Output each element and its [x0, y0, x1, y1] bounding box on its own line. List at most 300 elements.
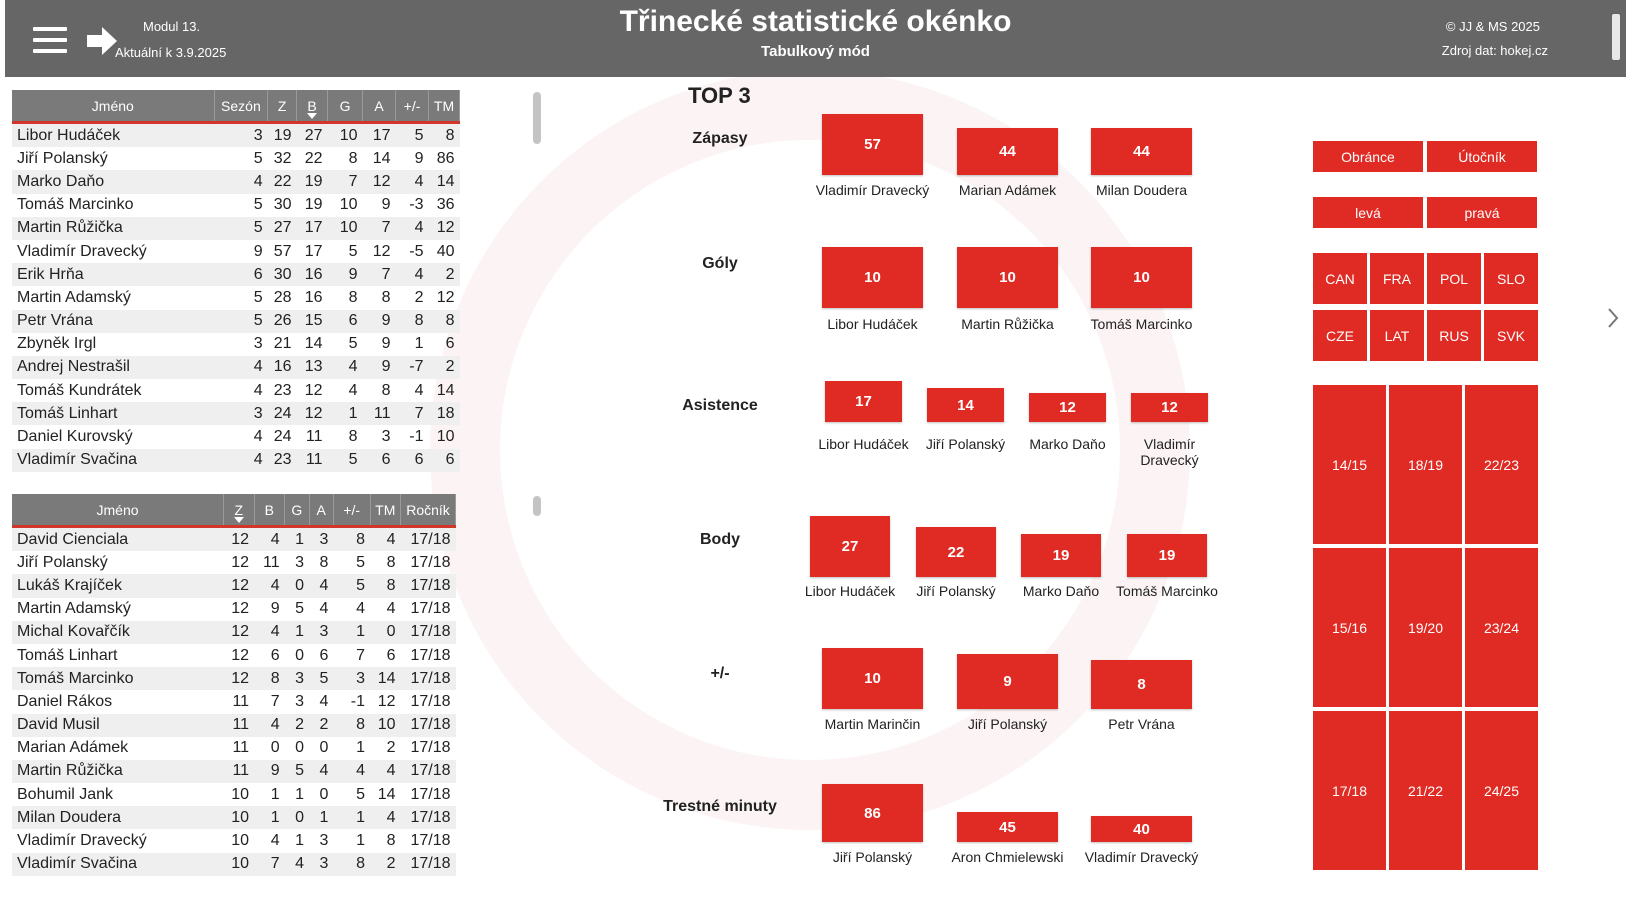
stat-cell: 7 [396, 402, 429, 425]
table-row[interactable] [12, 356, 460, 379]
stat-cell: 28 [273, 288, 292, 306]
stat-cell: 5 [295, 600, 304, 618]
stat-cell: 8 [381, 288, 391, 306]
stat-cell: 9 [363, 356, 396, 379]
stat-cell: 8 [333, 527, 370, 552]
player-name-cell: Bohumil Jank [17, 785, 114, 803]
top3-player-name: Petr Vrána [1108, 716, 1175, 732]
stat-cell: 9 [270, 600, 280, 618]
stat-cell: 0 [319, 739, 329, 757]
player-name-cell: Marko Daňo [12, 170, 214, 193]
stat-cell: 17/18 [410, 832, 451, 850]
stat-cell: 11 [262, 553, 280, 571]
table-row[interactable] [12, 667, 456, 690]
season-stats-table [12, 494, 456, 876]
stat-cell: 5 [348, 335, 358, 353]
stat-cell: 0 [295, 739, 304, 757]
stat-cell: 8 [429, 123, 460, 148]
stat-cell: 5 [309, 667, 333, 690]
stat-cell: 5 [253, 288, 263, 306]
player-name-cell: Tomáš Kundrátek [17, 381, 142, 399]
stat-cell: -1 [409, 428, 424, 446]
stat-cell: 4 [285, 853, 309, 876]
stat-cell: 1 [327, 402, 362, 425]
stat-cell: 6 [445, 335, 455, 353]
top3-player-name: Vladimír Dravecký [1140, 436, 1199, 468]
table1-header-2[interactable]: Z [268, 90, 297, 123]
stat-cell: 11 [224, 714, 255, 737]
player-name-cell: Daniel Rákos [17, 692, 113, 710]
table1-header-0[interactable]: Jméno [12, 90, 214, 123]
top3-player-name: Jiří Polanský [916, 583, 996, 599]
player-name-cell: Martin Růžička [12, 217, 214, 240]
stat-cell: 36 [436, 196, 455, 214]
stat-cell: 1 [333, 621, 370, 644]
stat-cell: 10 [327, 123, 362, 148]
top3-value-box[interactable]: 19 [1021, 534, 1101, 577]
stat-cell: 1 [270, 785, 280, 803]
stat-cell: 8 [370, 574, 401, 597]
table1-header-5[interactable]: A [363, 90, 396, 123]
stat-cell: 5 [285, 760, 309, 783]
stat-cell: -3 [409, 196, 424, 214]
stat-cell: 5 [356, 553, 366, 571]
top3-value-box[interactable]: 45 [957, 812, 1058, 842]
table-row[interactable] [12, 644, 456, 667]
table1-header-1[interactable]: Sezón [214, 90, 268, 123]
table2-header-5[interactable]: +/- [333, 494, 370, 527]
player-name-cell: Lukáš Krajíček [12, 574, 224, 597]
season-filter-button[interactable]: 14/15 [1313, 385, 1386, 544]
stat-cell: 4 [214, 356, 268, 379]
table-row[interactable] [12, 783, 456, 806]
player-name-cell: Tomáš Marcinko [17, 196, 134, 214]
stat-cell: 17/18 [410, 553, 451, 571]
stat-cell: 4 [327, 356, 362, 379]
table2-header-6[interactable]: TM [370, 494, 401, 527]
stat-cell: -7 [396, 356, 429, 379]
stat-cell: 4 [254, 527, 285, 552]
stat-cell: 12 [224, 574, 255, 597]
stat-cell: 3 [309, 527, 333, 552]
stat-cell: 19 [268, 123, 297, 148]
position-filter-button[interactable]: Obránce [1313, 141, 1423, 172]
stat-cell: 30 [268, 263, 297, 286]
stat-cell: 11 [232, 739, 250, 757]
table-row[interactable] [12, 806, 456, 829]
stat-cell: 5 [253, 196, 263, 214]
stat-cell: 4 [319, 600, 329, 618]
stat-cell: 9 [253, 242, 263, 260]
top3-value-box[interactable]: 44 [957, 128, 1058, 175]
stat-cell: 7 [270, 692, 280, 710]
stat-cell: 12 [297, 402, 328, 425]
player-name-cell: David Cienciala [12, 527, 224, 552]
table-row[interactable] [12, 621, 456, 644]
player-name-cell: Tomáš Marcinko [12, 667, 224, 690]
stat-cell: 17/18 [410, 692, 451, 710]
stat-cell: 8 [381, 381, 391, 399]
stat-cell: 2 [309, 714, 333, 737]
stat-cell: 4 [396, 217, 429, 240]
stat-cell: -1 [350, 692, 366, 710]
stat-cell: 6 [327, 310, 362, 333]
chevron-right-icon[interactable] [1606, 306, 1620, 330]
country-filter-button[interactable]: LAT [1370, 310, 1424, 361]
top3-value-box[interactable]: 8 [1091, 660, 1192, 709]
stat-cell: 1 [254, 806, 285, 829]
season-filter-button[interactable]: 15/16 [1313, 548, 1386, 707]
top3-value-box[interactable]: 10 [1091, 247, 1192, 308]
stat-cell: 4 [253, 428, 263, 446]
stat-cell: 3 [319, 832, 329, 850]
stat-cell: 11 [232, 692, 250, 710]
stat-cell: 1 [285, 527, 309, 552]
stat-cell: 16 [304, 288, 323, 306]
stat-cell: 11 [305, 428, 323, 446]
stat-cell: 22 [268, 170, 297, 193]
stat-cell: 0 [370, 621, 401, 644]
top3-player-name: Tomáš Marcinko [1090, 316, 1193, 332]
stat-cell: 10 [370, 714, 401, 737]
top3-value-box[interactable]: 12 [1131, 393, 1208, 422]
table2-header-3[interactable]: G [285, 494, 309, 527]
stat-cell: 14 [377, 785, 396, 803]
stat-cell: 3 [285, 667, 309, 690]
stat-cell: 4 [356, 600, 366, 618]
stat-cell: 8 [348, 288, 358, 306]
stat-cell: 32 [273, 149, 292, 167]
side-filter-button[interactable]: pravá [1427, 197, 1537, 228]
stat-cell: 5 [327, 449, 362, 472]
stat-cell: 4 [414, 381, 424, 399]
stat-cell: 0 [295, 646, 304, 664]
stat-cell: 17/18 [410, 739, 451, 757]
top3-player-name: Milan Doudera [1095, 182, 1188, 198]
stat-cell: 4 [254, 574, 285, 597]
top3-value-box[interactable]: 57 [822, 114, 923, 175]
table-row[interactable] [12, 310, 460, 333]
table2-scrollbar[interactable] [533, 496, 541, 516]
table-row[interactable] [12, 527, 456, 552]
stat-cell: 9 [414, 149, 424, 167]
table-row[interactable] [12, 402, 460, 425]
table-row[interactable] [12, 760, 456, 783]
season-filter-button[interactable]: 23/24 [1465, 548, 1538, 707]
stat-cell: 6 [386, 646, 396, 664]
stat-cell: 4 [254, 621, 285, 644]
stat-cell: 11 [363, 402, 396, 425]
stat-cell: 10 [436, 428, 455, 446]
stat-cell: 8 [348, 428, 358, 446]
stat-cell: 6 [319, 646, 329, 664]
stat-cell: 10 [224, 853, 255, 876]
stat-cell: 3 [309, 853, 333, 876]
stat-cell: 4 [214, 170, 268, 193]
season-filter-button[interactable]: 24/25 [1465, 711, 1538, 870]
stat-cell: 3 [253, 335, 263, 353]
stat-cell: 4 [370, 806, 401, 829]
top3-value-box[interactable]: 27 [810, 516, 890, 577]
stat-cell: 3 [295, 692, 304, 710]
player-name-cell: Michal Kovařčík [12, 621, 224, 644]
stat-cell: 8 [348, 149, 358, 167]
player-name-cell: Tomáš Linhart [17, 646, 118, 664]
table-row[interactable] [12, 598, 456, 621]
table1-header-4[interactable]: G [327, 90, 362, 123]
stat-cell: 6 [214, 263, 268, 286]
stat-cell: 12 [372, 242, 391, 260]
stat-cell: 10 [231, 785, 250, 803]
table-row[interactable] [12, 170, 460, 193]
season-filter-button[interactable]: 18/19 [1389, 385, 1462, 544]
table-row[interactable] [12, 829, 456, 852]
player-name-cell: Jiří Polanský [17, 149, 108, 167]
stat-cell: 7 [356, 646, 366, 664]
stat-cell: 4 [386, 600, 396, 618]
stat-cell: 19 [297, 170, 328, 193]
top3-title: TOP 3 [688, 83, 751, 108]
stat-cell: 8 [386, 553, 396, 571]
stat-cell: 11 [297, 449, 328, 472]
top3-player-name: Jiří Polanský [925, 436, 1006, 452]
stat-cell: 16 [297, 263, 328, 286]
stat-cell: 7 [363, 263, 396, 286]
category-label: Góly [702, 255, 738, 272]
stat-cell: 4 [319, 692, 329, 710]
table1-header-3[interactable]: B [297, 90, 328, 123]
stat-cell: 17/18 [401, 621, 456, 644]
country-filter-button[interactable]: SLO [1484, 253, 1538, 304]
stat-cell: 8 [254, 667, 285, 690]
table1-header-6[interactable]: +/- [396, 90, 429, 123]
country-filter-button[interactable]: CAN [1313, 253, 1367, 304]
stat-cell: 17/18 [401, 760, 456, 783]
season-filter-button[interactable]: 19/20 [1389, 548, 1462, 707]
stat-cell: 3 [381, 428, 391, 446]
country-filter-button[interactable]: FRA [1370, 253, 1424, 304]
stat-cell: 12 [304, 381, 323, 399]
top3-value-box[interactable]: 22 [916, 527, 996, 577]
stat-cell: 9 [254, 760, 285, 783]
top3-value-box[interactable]: 19 [1127, 534, 1207, 577]
stat-cell: 9 [381, 335, 391, 353]
table2-header-1[interactable]: Z [224, 494, 255, 527]
table-row[interactable] [12, 853, 456, 876]
table-row[interactable] [12, 551, 456, 574]
stat-cell: 24 [268, 402, 297, 425]
player-name-cell: Andrej Nestrašil [12, 356, 214, 379]
stat-cell: 2 [386, 739, 396, 757]
stat-cell: 0 [270, 739, 280, 757]
top3-player-name: Libor Hudáček [827, 316, 918, 332]
player-name-cell: Vladimír Dravecký [17, 832, 147, 850]
stat-cell: 15 [297, 310, 328, 333]
season-filter-button[interactable]: 22/23 [1465, 385, 1538, 544]
top3-player-name: Vladimír Dravecký [1084, 849, 1199, 865]
stat-cell: 8 [333, 714, 370, 737]
stat-cell: 14 [429, 170, 460, 193]
stat-cell: 12 [224, 621, 255, 644]
country-filter-button[interactable]: SVK [1484, 310, 1538, 361]
stat-cell: 4 [214, 449, 268, 472]
stat-cell: 2 [429, 263, 460, 286]
player-name-cell: Libor Hudáček [12, 123, 214, 148]
stat-cell: 12 [231, 600, 250, 618]
player-name-cell: Vladimír Svačina [12, 853, 224, 876]
stat-cell: 8 [319, 553, 329, 571]
player-name-cell: Vladimír Dravecký [17, 242, 147, 260]
stat-cell: 9 [381, 196, 391, 214]
table-row[interactable] [12, 737, 456, 760]
top3-value-box[interactable]: 44 [1091, 128, 1192, 175]
stat-cell: 5 [214, 217, 268, 240]
stat-cell: 14 [372, 149, 391, 167]
stat-cell: 17/18 [401, 714, 456, 737]
table-row[interactable] [12, 240, 460, 263]
stat-cell: 14 [370, 667, 401, 690]
top3-player-name: Marko Daňo [1022, 583, 1100, 599]
stat-cell: 3 [333, 667, 370, 690]
season-filter-button[interactable]: 17/18 [1313, 711, 1386, 870]
country-filter-button[interactable]: CZE [1313, 310, 1367, 361]
stat-cell: 5 [348, 242, 358, 260]
table-row[interactable] [12, 123, 460, 148]
table1-header-7[interactable]: TM [429, 90, 460, 123]
table2-header-7[interactable]: Ročník [401, 494, 456, 527]
stat-cell: 4 [396, 263, 429, 286]
top3-value-box[interactable]: 40 [1091, 816, 1192, 842]
category-label: Body [700, 531, 740, 548]
top3-player-name: Libor Hudáček [818, 436, 909, 452]
stat-cell: 12 [363, 170, 396, 193]
stat-cell: 57 [273, 242, 292, 260]
stat-cell: 2 [370, 853, 401, 876]
stat-cell: 1 [333, 806, 370, 829]
stat-cell: 1 [414, 335, 424, 353]
table-row[interactable] [12, 690, 456, 713]
table-row[interactable] [12, 217, 460, 240]
player-name-cell: David Musil [12, 714, 224, 737]
stat-cell: 22 [304, 149, 323, 167]
country-filter-button[interactable]: POL [1427, 253, 1481, 304]
career-stats-table [12, 90, 460, 472]
stat-cell: 14 [436, 381, 455, 399]
table-row[interactable] [12, 286, 460, 309]
season-filter-button[interactable]: 21/22 [1389, 711, 1462, 870]
stat-cell: 30 [273, 196, 292, 214]
position-filter-button[interactable]: Útočník [1427, 141, 1537, 172]
stat-cell: 21 [273, 335, 292, 353]
table2-header-4[interactable]: A [309, 494, 333, 527]
player-name-cell: Martin Adamský [17, 600, 131, 618]
player-name-cell: Martin Adamský [17, 288, 131, 306]
stat-cell: 1 [309, 806, 333, 829]
player-name-cell: Daniel Kurovský [17, 428, 133, 446]
stat-cell: 4 [253, 381, 263, 399]
stat-cell: 26 [268, 310, 297, 333]
stat-cell: 10 [339, 196, 358, 214]
stat-cell: 3 [309, 621, 333, 644]
stat-cell: 8 [386, 832, 396, 850]
stat-cell: 17/18 [410, 600, 451, 618]
table-row[interactable] [12, 333, 460, 356]
stat-cell: 7 [327, 170, 362, 193]
table-row[interactable] [12, 449, 460, 472]
stat-cell: 6 [429, 449, 460, 472]
country-filter-button[interactable]: RUS [1427, 310, 1481, 361]
top3-value-box[interactable]: 9 [957, 654, 1058, 709]
updated-date: Aktuální k 3.9.2025 [115, 45, 227, 60]
stat-cell: 7 [363, 217, 396, 240]
stat-cell: 4 [396, 170, 429, 193]
module-label: Modul 13. [143, 19, 201, 34]
stat-cell: 10 [231, 832, 250, 850]
stat-cell: 27 [268, 217, 297, 240]
stat-cell: 10 [327, 217, 362, 240]
top3-value-box[interactable]: 14 [927, 388, 1004, 422]
top3-player-name: Martin Růžička [961, 316, 1054, 332]
table-row[interactable] [12, 263, 460, 286]
stat-cell: 5 [356, 785, 366, 803]
stat-cell: 24 [273, 428, 292, 446]
stat-cell: 12 [436, 288, 455, 306]
stat-cell: 7 [254, 853, 285, 876]
stat-cell: 1 [295, 832, 304, 850]
player-name-cell: Martin Růžička [12, 760, 224, 783]
table-row[interactable] [12, 574, 456, 597]
top3-player-name: Aron Chmielewski [951, 849, 1064, 865]
table2-header-0[interactable]: Jméno [12, 494, 224, 527]
category-label: Zápasy [692, 130, 748, 147]
stat-cell: 6 [270, 646, 280, 664]
stat-cell: 4 [270, 832, 280, 850]
stat-cell: 12 [377, 692, 396, 710]
stat-cell: 10 [224, 806, 255, 829]
page-title: Třinecké statistické okénko [619, 5, 1012, 38]
stat-cell: 12 [231, 646, 250, 664]
stat-cell: 2 [429, 356, 460, 379]
table1-scrollbar[interactable] [533, 92, 541, 144]
stat-cell: 12 [224, 667, 255, 690]
top3-value-box[interactable]: 10 [822, 648, 923, 709]
stat-cell: 18 [429, 402, 460, 425]
stat-cell: 8 [333, 853, 370, 876]
player-name-cell: Jiří Polanský [17, 553, 108, 571]
table2-header-2[interactable]: B [254, 494, 285, 527]
top3-value-box[interactable]: 17 [825, 381, 902, 422]
top3-value-box[interactable]: 10 [822, 247, 923, 308]
stat-cell: 14 [304, 335, 323, 353]
table-row[interactable] [12, 194, 460, 217]
stat-cell: 0 [285, 806, 309, 829]
table-row[interactable] [12, 425, 460, 448]
stat-cell: 40 [436, 242, 455, 260]
table-row[interactable] [12, 714, 456, 737]
stat-cell: 17 [297, 217, 328, 240]
stat-cell: 5 [396, 123, 429, 148]
top3-value-box[interactable]: 12 [1029, 393, 1106, 422]
table-row[interactable] [12, 379, 460, 402]
side-filter-button[interactable]: levá [1313, 197, 1423, 228]
top3-value-box[interactable]: 10 [957, 247, 1058, 308]
category-label: Asistence [682, 397, 758, 414]
stat-cell: 3 [214, 402, 268, 425]
top3-value-box[interactable]: 86 [822, 784, 923, 842]
stat-cell: 4 [348, 381, 358, 399]
header-scrollbar[interactable] [1612, 14, 1620, 60]
table-row[interactable] [12, 147, 460, 170]
